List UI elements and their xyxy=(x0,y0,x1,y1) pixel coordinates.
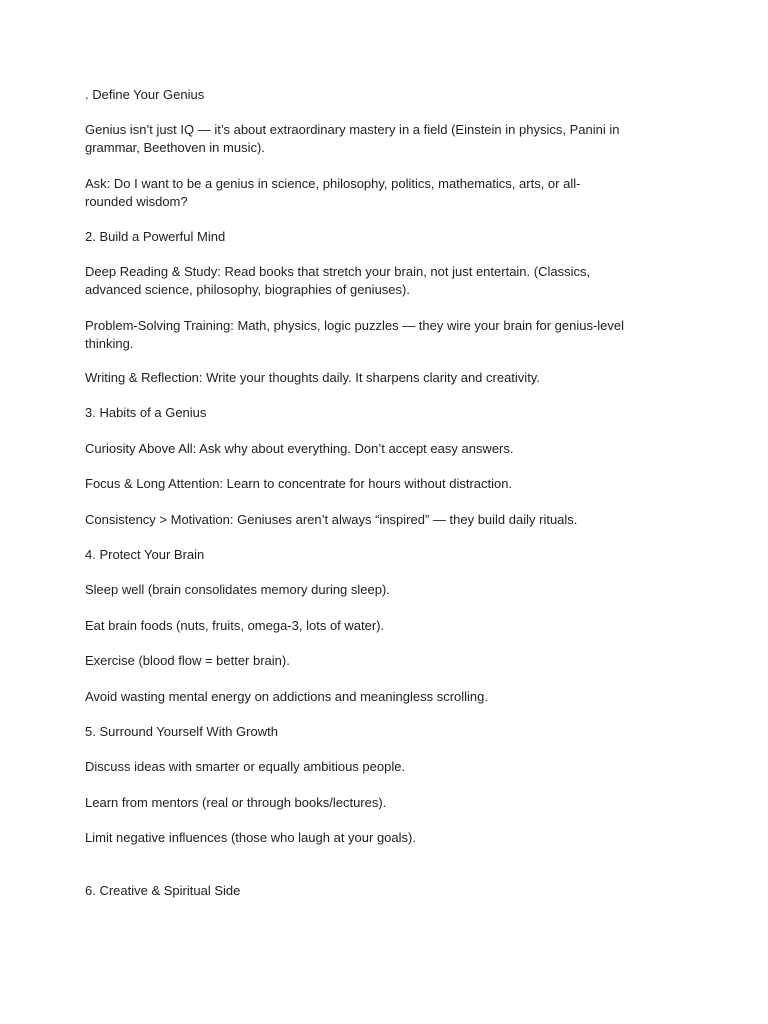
paragraph-discuss-ideas: Discuss ideas with smarter or equally ambitious people. xyxy=(85,759,406,774)
paragraph-consistency: Consistency > Motivation: Geniuses aren’t always “inspired” — they build daily rituals. xyxy=(85,512,578,527)
section-heading-habits: 3. Habits of a Genius xyxy=(85,405,207,420)
paragraph-limit-negative: Limit negative influences (those who laugh at your goals). xyxy=(85,830,416,845)
paragraph-curiosity: Curiosity Above All: Ask why about everything. Don’t accept easy answers. xyxy=(85,441,514,456)
paragraph-deep-reading: Deep Reading & Study: Read books that stretch your brain, not just entertain. (Classics, advanced science, philosophy, biographies of geniuses). xyxy=(85,264,591,297)
paragraph-genius-definition: Genius isn’t just IQ — it’s about extraordinary mastery in a field (Einstein in physics, Panini in grammar, Beethoven in music). xyxy=(85,122,620,155)
paragraph-writing-reflection: Writing & Reflection: Write your thoughts daily. It sharpens clarity and creativity. xyxy=(85,370,540,385)
paragraph-brain-foods: Eat brain foods (nuts, fruits, omega-3, lots of water). xyxy=(85,618,385,633)
section-heading-protect-brain: 4. Protect Your Brain xyxy=(85,547,205,562)
paragraph-sleep: Sleep well (brain consolidates memory during sleep). xyxy=(85,582,390,597)
section-heading-creative-spiritual: 6. Creative & Spiritual Side xyxy=(85,883,241,898)
paragraph-problem-solving: Problem-Solving Training: Math, physics, logic puzzles — they wire your brain for genius-level thinking. xyxy=(85,318,625,351)
section-heading-define-genius: . Define Your Genius xyxy=(85,87,205,102)
paragraph-exercise: Exercise (blood flow = better brain). xyxy=(85,653,290,668)
paragraph-mentors: Learn from mentors (real or through books/lectures). xyxy=(85,795,387,810)
section-heading-build-mind: 2. Build a Powerful Mind xyxy=(85,229,226,244)
paragraph-avoid-wasting: Avoid wasting mental energy on addictions and meaningless scrolling. xyxy=(85,689,488,704)
paragraph-focus: Focus & Long Attention: Learn to concentrate for hours without distraction. xyxy=(85,476,513,491)
paragraph-ask-question: Ask: Do I want to be a genius in science, philosophy, politics, mathematics, arts, or all-rounded wisdom? xyxy=(85,176,581,209)
section-heading-surround-growth: 5. Surround Yourself With Growth xyxy=(85,724,278,739)
